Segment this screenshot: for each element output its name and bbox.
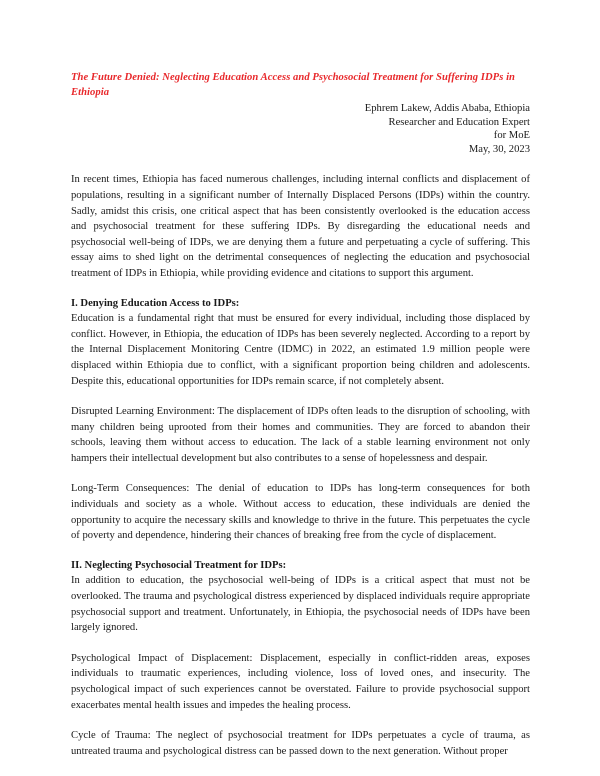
author-org-line: for MoE: [493, 130, 530, 142]
section-2-paragraph: Cycle of Trauma: The neglect of psychosocial treatment for IDPs perpetuates a cycle of trauma, as untreated trauma and psychological distress can be passed down to the next generation. Without proper: [71, 730, 530, 757]
section-1-paragraph: Disrupted Learning Environment: The displacement of IDPs often leads to the disruption of schooling, with many children being uprooted from their homes and communities. They are forced to abandon their schools, leaving them without access to education. The lack of a stable learning environment not only hampers their intellectual development but also contributes to a sense of hopelessness and despair.: [71, 406, 530, 464]
intro-paragraph: In recent times, Ethiopia has faced numerous challenges, including internal conflicts and displacement of populations, resulting in a significant number of Internally Displaced Persons (IDPs) within the country. Sadly, amidst this crisis, one critical aspect that has been consistently overlooked is the education access and psychosocial treatment for these suffering IDPs. By disregarding the educational needs and psychosocial well-being of IDPs, we are denying them a future and perpetuating a cycle of suffering. This essay aims to shed light on the detrimental consequences of neglecting the education and psychosocial treatment of IDPs in Ethiopia, while providing evidence and citations to support this argument.: [71, 174, 530, 279]
section-2-paragraph: Psychological Impact of Displacement: Displacement, especially in conflict-ridden areas, exposes individuals to traumatic experiences, including violence, loss of loved ones, and insecurity. The psychological impact of such experiences cannot be overstated. Failure to provide psychosocial support exacerbates mental health issues and impedes the healing process.: [71, 652, 530, 711]
section-1-paragraph: Long-Term Consequences: The denial of education to IDPs has long-term consequences for both individuals and society as a whole. Without access to education, these individuals are denied the opportunity to acquire the necessary skills and knowledge to thrive in the future. This perpetuates the cycle of poverty and dependence, hindering their chances of breaking free from the cycle of displacement.: [71, 483, 530, 542]
author-line: Ephrem Lakew, Addis Ababa, Ethiopia: [364, 103, 530, 114]
document-title: The Future Denied: Neglecting Education Access and Psychosocial Treatment for Suffering IDPs in Ethiopia: [71, 72, 516, 98]
author-role-line: Researcher and Education Expert: [388, 116, 530, 128]
section-2-paragraph: In addition to education, the psychosocial well-being of IDPs is a critical aspect that must not be overlooked. The trauma and psychological distress experienced by displaced individuals require appropriate psychosocial support and treatment. Unfortunately, in Ethiopia, the psychosocial needs of IDPs have been largely ignored.: [71, 575, 530, 634]
author-date-line: May, 30, 2023: [468, 143, 530, 155]
author-block: [71, 102, 530, 156]
section-1-heading: I. Denying Education Access to IDPs:: [71, 297, 240, 309]
section-2-heading: II. Neglecting Psychosocial Treatment for IDPs:: [71, 559, 287, 571]
section-1-paragraph: Education is a fundamental right that must be ensured for every individual, including those displaced by conflict. However, in Ethiopia, the education of IDPs has been severely neglected. According to a report by the Internal Displacement Monitoring Centre (IDMC) in 2022, an estimated 1.9 million people were displaced within Ethiopia due to conflict, with a significant proportion being children and adolescents. Despite this, educational opportunities for IDPs remain scarce, if not completely absent.: [71, 313, 530, 387]
